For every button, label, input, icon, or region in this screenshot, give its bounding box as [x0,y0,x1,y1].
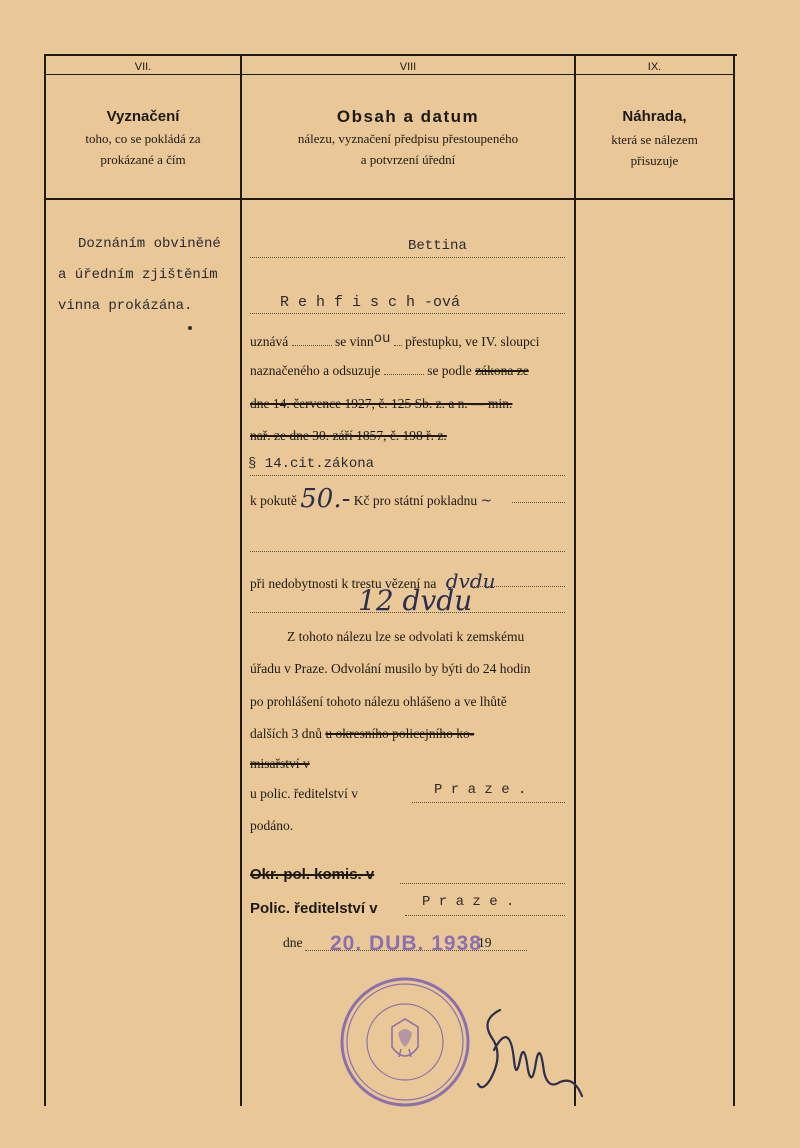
struck-law-ref-2: dne 14. července 1927, č. 125 Sb. z. a n. — min. [250,396,513,411]
dotted-line [250,551,565,552]
appeal-line-4 [250,726,474,742]
struck-office-1: u okresního policejního ko- [325,726,475,741]
signature [470,1000,590,1100]
fine-line: k pokutě 50.- Kč pro státní pokladnu ~ [250,484,493,514]
dotted-line [250,313,565,314]
col7-subtitle-1: toho, co se pokládá za [85,131,201,146]
col9-title: Náhrada, [622,108,687,125]
struck-office-2: misařství v [250,756,310,771]
col7-title: Vyznačení [106,108,180,125]
col-divider-1 [240,56,242,1106]
fine-currency: Kč pro státní pokladnu [353,493,478,508]
surname: R e h f i s c h -ová [280,294,461,311]
col8-title: Obsah a datum [336,107,480,126]
dotted-line [512,502,565,503]
col7-proof-line-3: vinna prokázána. [58,298,193,314]
col9-subtitle-2: přisuzuje [630,153,679,168]
col7-proof-line-2: a úředním zjištěním [58,267,218,283]
dotted-line [412,802,565,803]
prison-label: při nedobytnosti k trestu vězení na [250,576,437,591]
dotted-line [405,915,565,916]
dotted-line [470,586,565,587]
office-city: P r a z e . [422,894,515,910]
dotted-line [250,612,565,613]
top-border [44,54,737,56]
verdict-line-2 [250,363,529,379]
col8-number: VIII [399,61,417,73]
left-border [44,54,46,1106]
submitted-text: podáno. [250,818,294,833]
struck-office-heading: Okr. pol. komis. v [250,866,375,883]
ink-dot [188,326,192,330]
appeal-line-2: úřadu v Praze. Odvolání musilo by býti do 24 hodin [250,661,531,676]
dotted-line [250,257,565,258]
police-city: P r a z e . [434,782,527,798]
dotted-line [250,475,565,476]
col-divider-2 [574,56,576,1106]
verdict-guilty-suffix: ou [373,331,391,347]
dotted-line [400,883,565,884]
col7-number: VII. [134,61,152,73]
header-divider [46,198,733,200]
fine-amount: 50.- [300,484,351,514]
struck-law-ref-1: zákona ze [475,363,529,378]
appeal-line-3: po prohlášení tohoto nálezu ohlášeno a ve lhůtě [250,694,507,709]
verdict-according: se podle [427,363,472,378]
paragraph-ref: § 14.cit.zákona [248,456,375,472]
col9-subtitle-1: která se nálezem [611,132,698,147]
verdict-sentence: naznačeného a odsuzuje [250,363,381,378]
struck-law-ref-3: nař. ze dne 30. září 1857, č. 198 ř. z. [250,428,447,443]
right-border [733,54,735,1106]
appeal-line-1: Z tohoto nálezu lze se odvolati k zemskému [287,629,525,644]
col9-number: IX. [647,61,662,73]
office-heading: Polic. ředitelství v [250,900,378,917]
fine-label: k pokutě [250,493,297,508]
col8-subtitle-1: nálezu, vyznačení předpisu přestoupeného [297,131,519,146]
verdict-guilty: se vinn [334,334,374,349]
number-row-divider [46,74,733,75]
date-century: 19 [478,935,492,950]
first-name: Bettina [408,238,467,254]
verdict-offence: přestupku, ve IV. sloupci [405,334,540,349]
date-label: dne [283,935,303,950]
prison-term-hand-2: 12 dvdu [358,584,473,617]
col7-proof-line-1: Doznáním obviněné [78,236,221,252]
date-stamp: 20. DUB. 1938 [330,932,482,955]
police-line [250,786,358,802]
appeal-days: dalších 3 dnů [250,726,322,741]
verdict-line-1 [250,331,540,350]
police-label: u polic. ředitelství v [250,786,358,801]
col8-subtitle-2: a potvrzení úřední [360,152,456,167]
verdict-accepts: uznává [250,334,289,349]
signature-graphic [470,1000,590,1100]
police-seal [338,975,472,1109]
col7-subtitle-2: prokázané a čím [100,152,186,167]
prison-term-hand-1: dvdu [445,569,496,593]
